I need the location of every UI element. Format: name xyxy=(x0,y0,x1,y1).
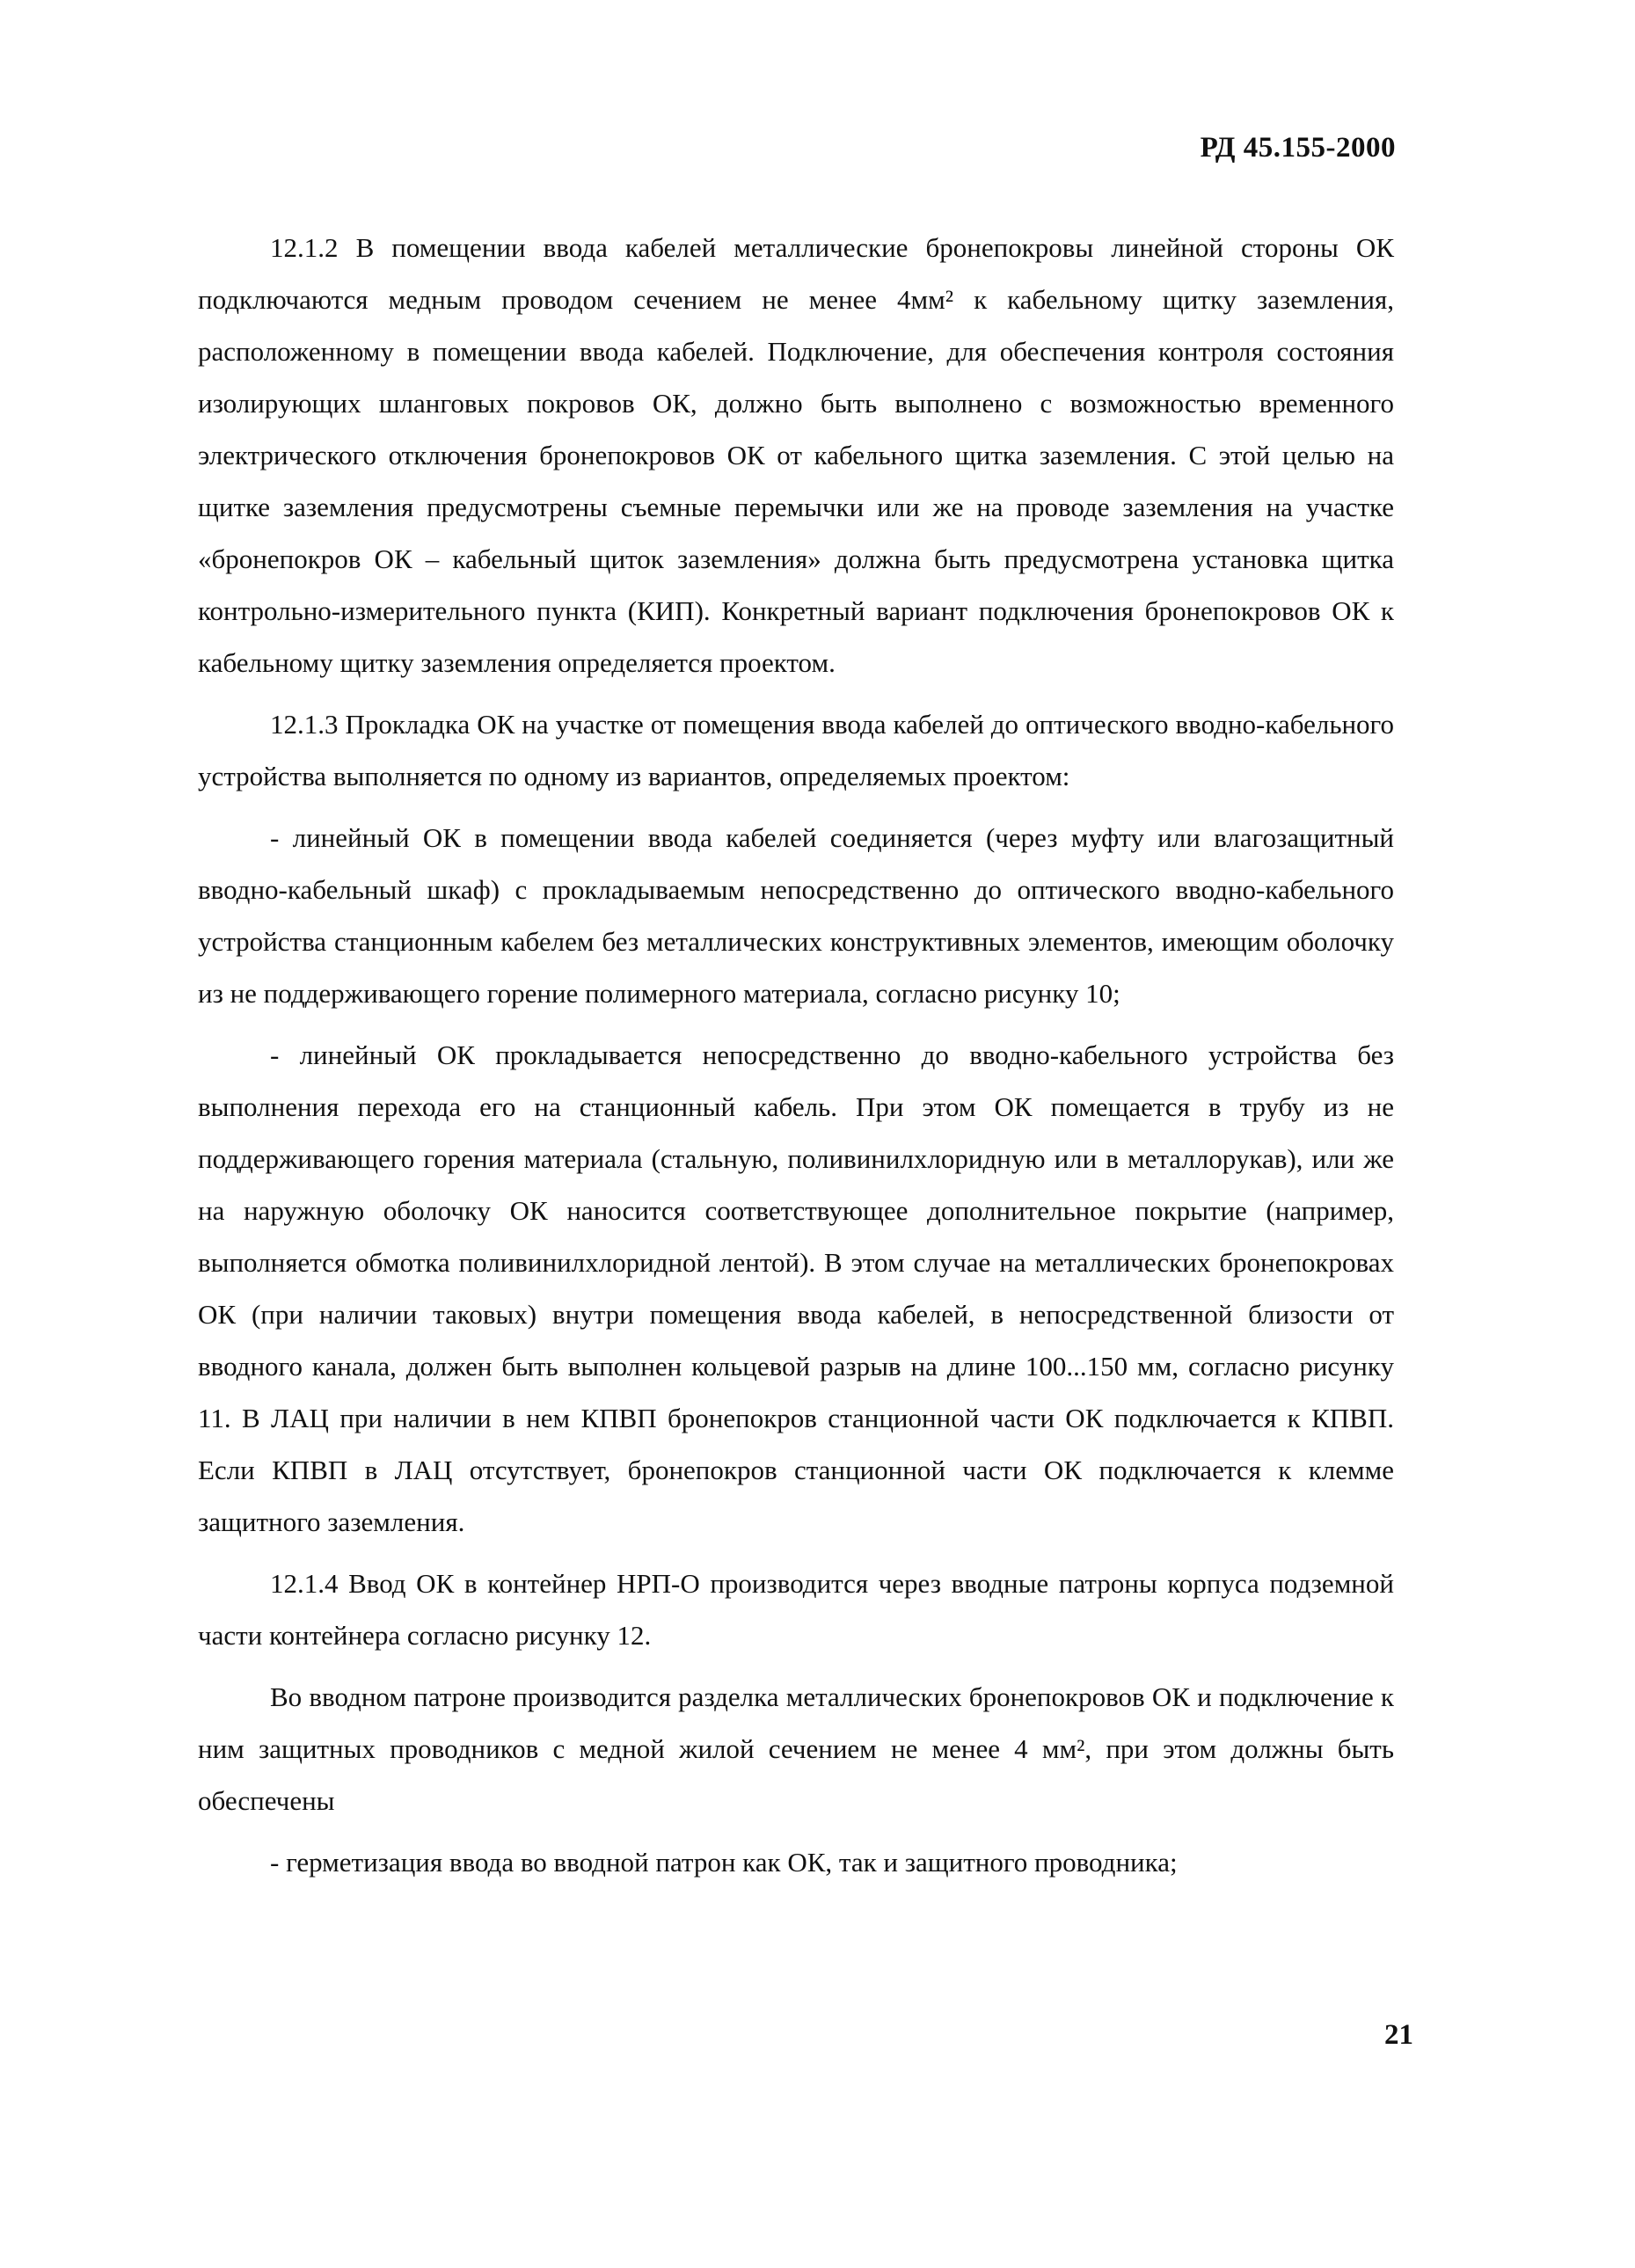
list-item-variant-2: - линейный ОК прокладывается непосредственно до вводно-кабельного устройства без выполнения перехода его на станционный кабель. При этом ОК помещается в трубу из не поддерживающего горения материала (стальную, поливинилхлоридную или в металлорукав), или же на наружную оболочку ОК наносится соответствующее дополнительное покрытие (например, выполняется обмотка поливинилхлоридной лентой). В этом случае на металлических бронепокровах ОК (при наличии таковых) внутри помещения ввода кабелей, в непосредственной близости от вводного канала, должен быть выполнен кольцевой разрыв на длине 100...150 мм, согласно рисунку 11. В ЛАЦ при наличии в нем КПВП бронепокров станционной части ОК подключается к КПВП. Если КПВП в ЛАЦ отсутствует, бронепокров станционной части ОК подключается к клемме защитного заземления. xyxy=(198,1039,1394,1537)
document-body xyxy=(198,222,1394,1898)
page-number: 21 xyxy=(1384,2019,1413,2051)
document-code: РД 45.155-2000 xyxy=(1200,132,1396,164)
list-item-sealing: - герметизация ввода во вводной патрон как ОК, так и защитного проводника; xyxy=(270,1847,1178,1878)
paragraph-12-1-4: 12.1.4 Ввод ОК в контейнер НРП-О производится через вводные патроны корпуса подземной части контейнера согласно рисунку 12. xyxy=(198,1568,1394,1651)
paragraph-12-1-2: 12.1.2 В помещении ввода кабелей металлические бронепокровы линейной стороны ОК подключаются медным проводом сечением не менее 4мм² к кабельному щитку заземления, расположенному в помещении ввода кабелей. Подключение, для обеспечения контроля состояния изолирующих шланговых покровов ОК, должно быть выполнено с возможностью временного электрического отключения бронепокровов ОК от кабельного щитка заземления. С этой целью на щитке заземления предусмотрены съемные перемычки или же на проводе заземления на участке «бронепокров ОК – кабельный щиток заземления» должна быть предусмотрена установка щитка контрольно-измерительного пункта (КИП). Конкретный вариант подключения бронепокровов ОК к кабельному щитку заземления определяется проектом. xyxy=(198,232,1394,678)
list-item-variant-1: - линейный ОК в помещении ввода кабелей соединяется (через муфту или влагозащитный вводно-кабельный шкаф) с прокладываемым непосредственно до оптического вводно-кабельного устройства станционным кабелем без металлических конструктивных элементов, имеющим оболочку из не поддерживающего горение полимерного материала, согласно рисунку 10; xyxy=(198,822,1394,1009)
paragraph-input-cartridge: Во вводном патроне производится разделка металлических бронепокровов ОК и подключение к ним защитных проводников с медной жилой сечением не менее 4 мм², при этом должны быть обеспечены xyxy=(198,1681,1394,1816)
paragraph-12-1-3: 12.1.3 Прокладка ОК на участке от помещения ввода кабелей до оптического вводно-кабельного устройства выполняется по одному из вариантов, определяемых проектом: xyxy=(198,709,1394,791)
